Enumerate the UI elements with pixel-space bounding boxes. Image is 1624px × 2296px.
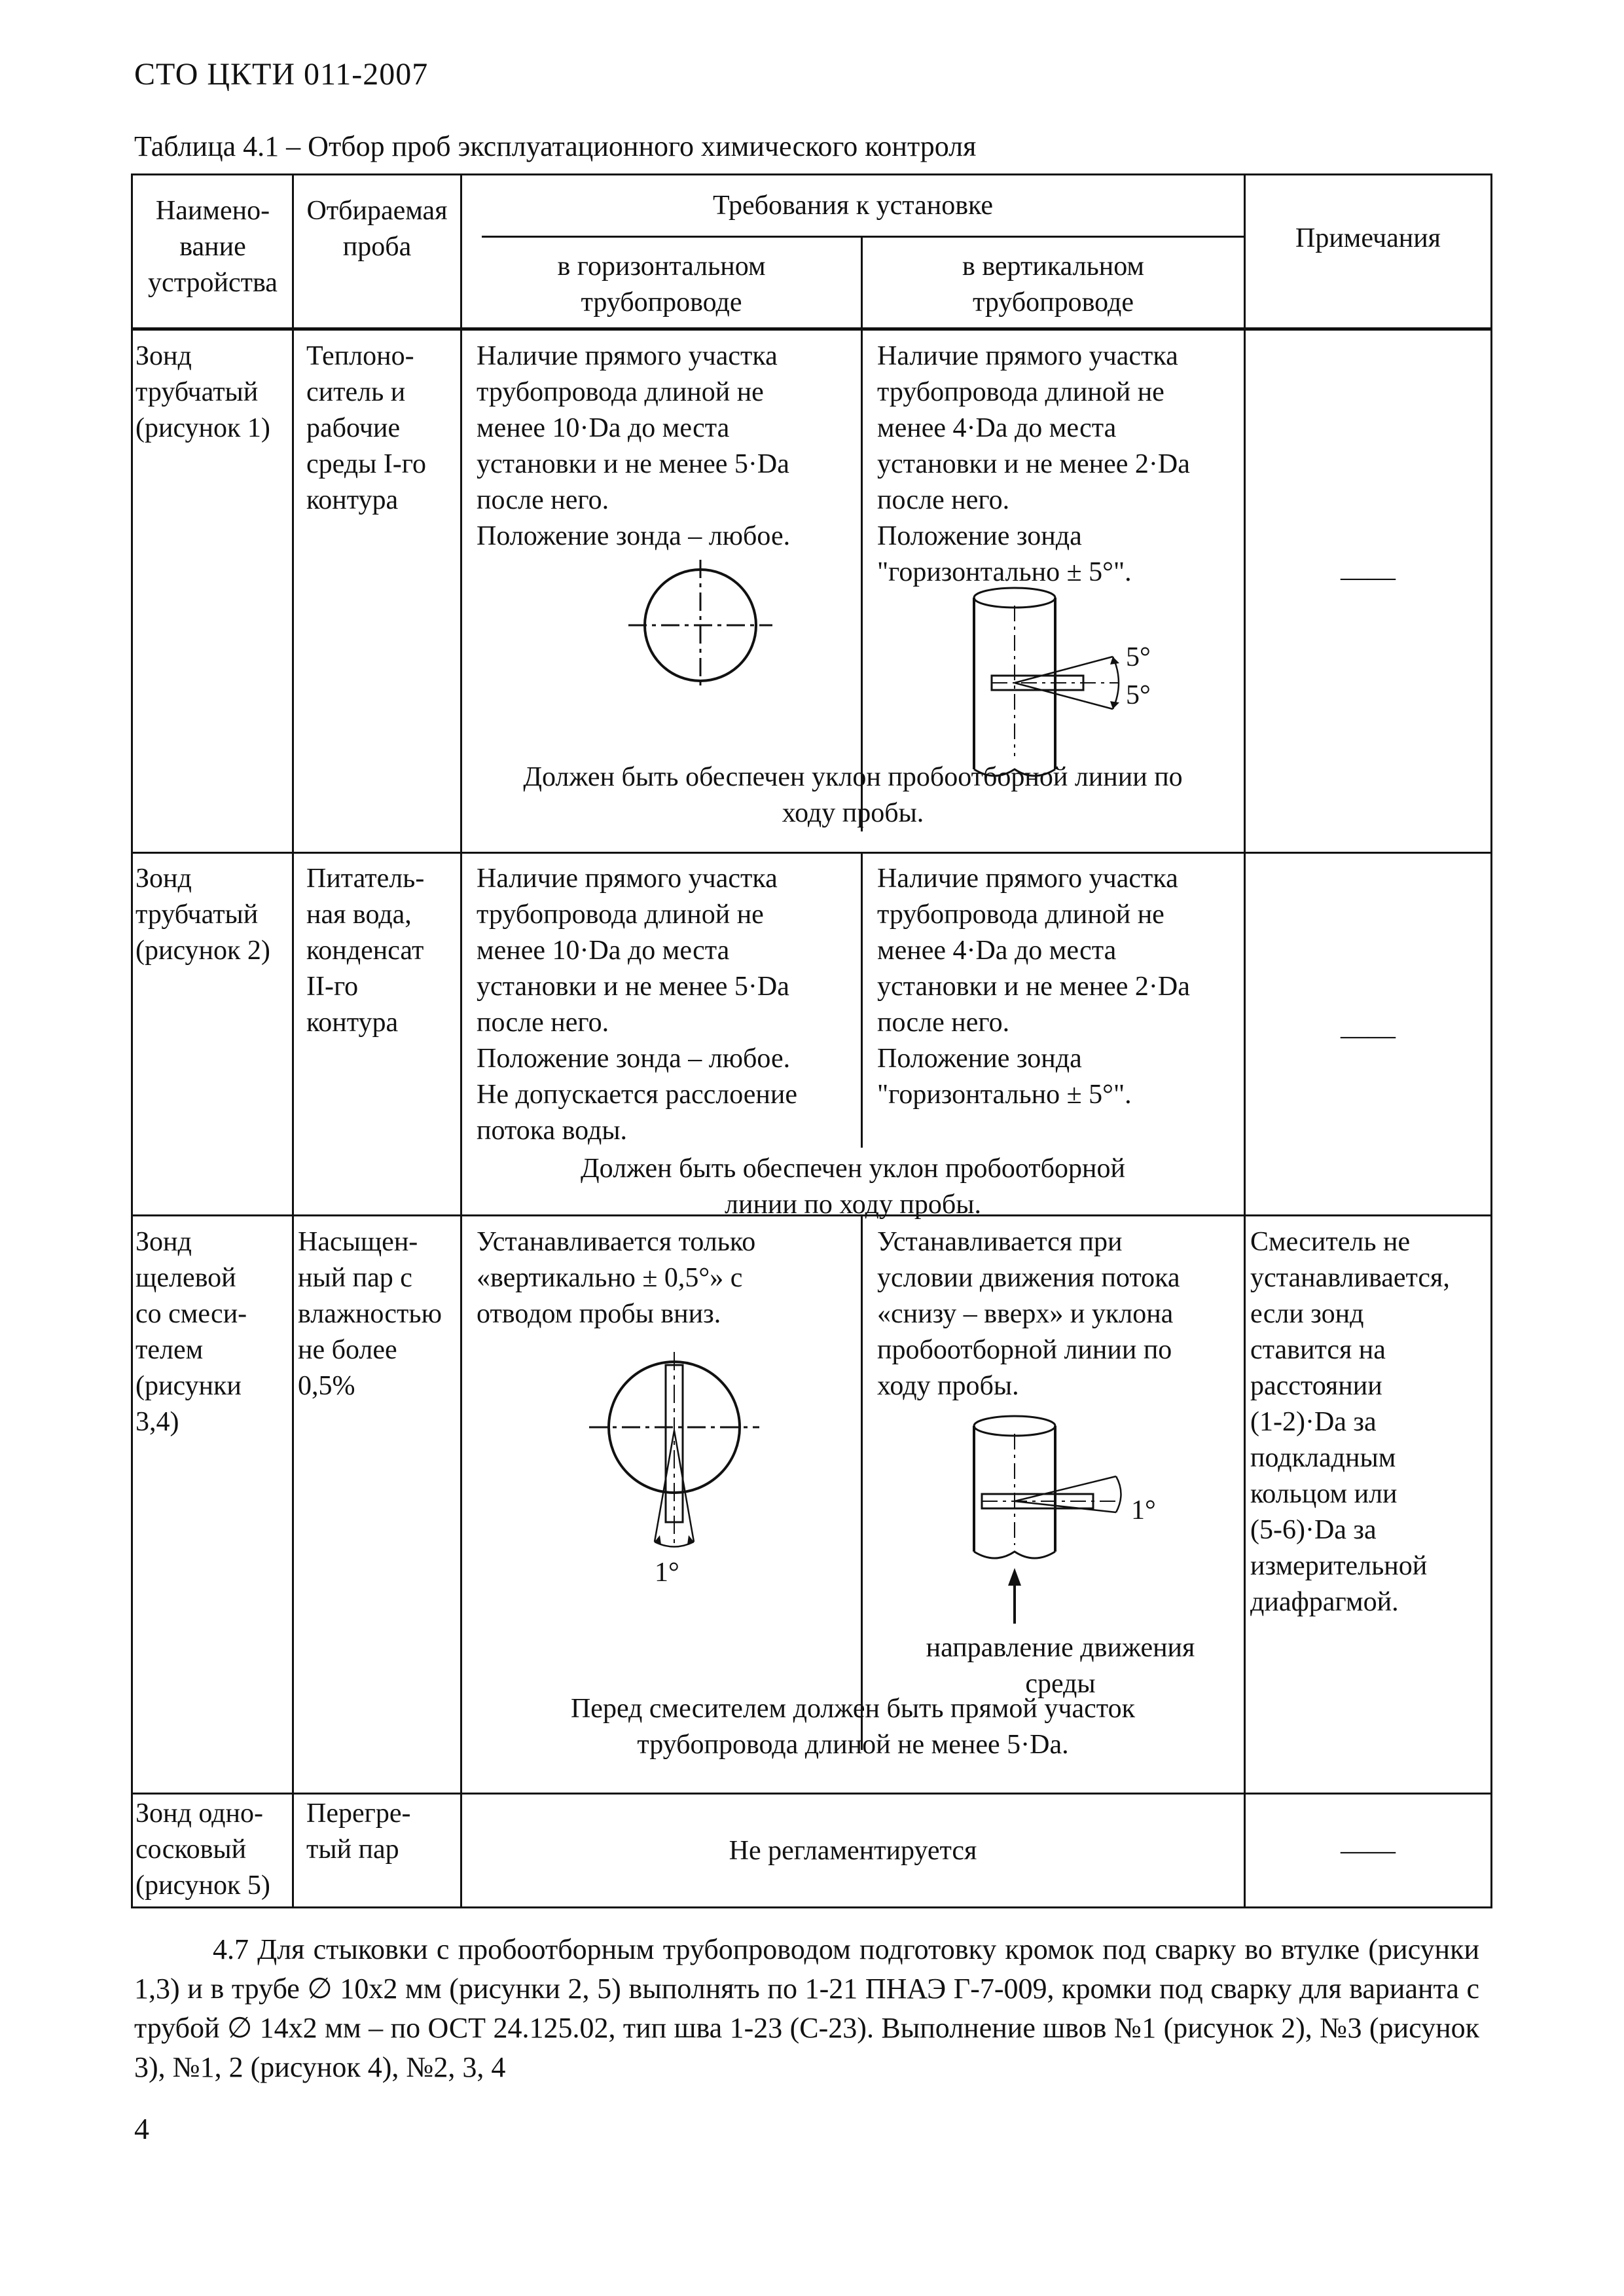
flow-direction-label: направление движения среды: [926, 1633, 1195, 1699]
row-sep-1: [131, 852, 1492, 854]
col-line-3-row1: [861, 236, 863, 831]
row-sep-3: [131, 1793, 1492, 1795]
header-requirements: Требования к установке: [712, 191, 994, 221]
row2-sample: Питатель- ная вода, конденсат II-го контура: [306, 864, 425, 1038]
row1-angle-top: 5°: [1126, 642, 1151, 672]
table-border-right: [1490, 173, 1492, 1908]
header-device: Наимено- вание устройства: [148, 196, 278, 298]
row1-angle-bottom: 5°: [1126, 680, 1151, 710]
table-border-bottom: [131, 1906, 1492, 1908]
row3-device: Зонд щелевой со смеси- телем (рисунки 3,4): [135, 1227, 247, 1437]
row1-merged-note: Должен быть обеспечен уклон пробоотборной линии по ходу пробы.: [523, 762, 1183, 828]
row2-merged-note: Должен быть обеспечен уклон пробоотборной линии по ходу пробы.: [580, 1154, 1125, 1220]
header-horizontal: в горизонтальном трубопроводе: [557, 251, 766, 318]
col-line-3-row3: [861, 1216, 863, 1750]
row4-note: ——: [1341, 1836, 1396, 1866]
row3-angle-vertical: 1°: [1131, 1495, 1156, 1525]
table-border-top: [131, 173, 1492, 175]
probe-cross-section-diagram-1: [628, 560, 772, 691]
sampling-table: [131, 173, 1492, 1908]
table-caption: Таблица 4.1 – Отбор проб эксплуатационного химического контроля: [134, 130, 977, 162]
row3-note: Смеситель не устанавливается, если зонд ставится на расстоянии (1-2)·Da за подкладным кольцом или (5-6)·Da за измерительной диафрагмой.: [1250, 1227, 1450, 1617]
row1-note: ——: [1341, 562, 1396, 592]
col-line-3-row2: [861, 853, 863, 1148]
row1-horizontal-text: Наличие прямого участка трубопровода длиной не менее 10·Da до места установки и не менее 5·Da после него. Положение зонда – любое.: [477, 341, 791, 551]
row3-angle-horizontal: 1°: [655, 1558, 679, 1588]
row4-merged-note: Не регламентируется: [729, 1836, 977, 1866]
row1-vertical-text: Наличие прямого участка трубопровода длиной не менее 4·Da до места установки и не менее 2·Da после него. Положение зонда "горизонтально ± 5°".: [877, 341, 1190, 587]
row3-vertical-text: Устанавливается при условии движения потока «снизу – вверх» и уклона пробоотборной линии по ходу пробы.: [877, 1227, 1180, 1401]
header-notes: Примечания: [1295, 223, 1441, 253]
slot-probe-cross-section-diagram: [589, 1352, 759, 1575]
row3-horizontal-text: Устанавливается только «вертикально ± 0,5°» с отводом пробы вниз.: [477, 1227, 756, 1329]
row2-note: ——: [1341, 1021, 1396, 1051]
header-subdivider: [482, 236, 1244, 238]
row3-sample: Насыщен- ный пар с влажностью не более 0,5%: [298, 1227, 442, 1401]
row2-vertical-text: Наличие прямого участка трубопровода длиной не менее 4·Da до места установки и не менее 2·Da после него. Положение зонда "горизонтально ± 5°".: [877, 864, 1190, 1110]
col-line-1: [292, 173, 294, 1908]
header-bottom-line: [131, 327, 1492, 331]
header-sample: Отбираемая проба: [306, 196, 448, 262]
paragraph-4-7: 4.7 Для стыковки с пробоотборным трубопроводом подготовку кромок под сварку во втулке (рисунки 1,3) и в трубе ∅ 10х2 мм (рисунки 2, 5) выполнять по 1-21 ПНАЭ Г-7-009, кромки под сварку для варианта с трубой ∅ 14х2 мм – по ОСТ 24.125.02, тип шва 1-23 (С-23). Выполнение швов №1 (рисунок 2), №3 (рисунок 3), №1, 2 (рисунок 4), №2, 3, 4: [134, 1933, 1479, 2083]
col-line-2: [460, 173, 462, 1908]
row4-sample: Перегре- тый пар: [306, 1798, 411, 1865]
page-number: 4: [134, 2112, 149, 2145]
row2-horizontal-text: Наличие прямого участка трубопровода длиной не менее 10·Da до места установки и не менее 5·Da после него. Положение зонда – любое. Не допускается расслоение потока воды.: [477, 864, 797, 1146]
row4-device: Зонд одно- сосковый (рисунок 5): [135, 1798, 270, 1901]
row1-sample: Теплоно- ситель и рабочие среды I-го контура: [306, 341, 426, 515]
row1-device: Зонд трубчатый (рисунок 1): [135, 341, 270, 443]
header-vertical: в вертикальном трубопроводе: [962, 251, 1144, 318]
row3-merged-note: Перед смесителем должен быть прямой участок трубопровода длиной не менее 5·Da.: [570, 1694, 1136, 1760]
document-code: СТО ЦКТИ 011-2007: [134, 57, 429, 92]
row2-device: Зонд трубчатый (рисунок 2): [135, 864, 270, 966]
table-border-left: [131, 173, 133, 1908]
